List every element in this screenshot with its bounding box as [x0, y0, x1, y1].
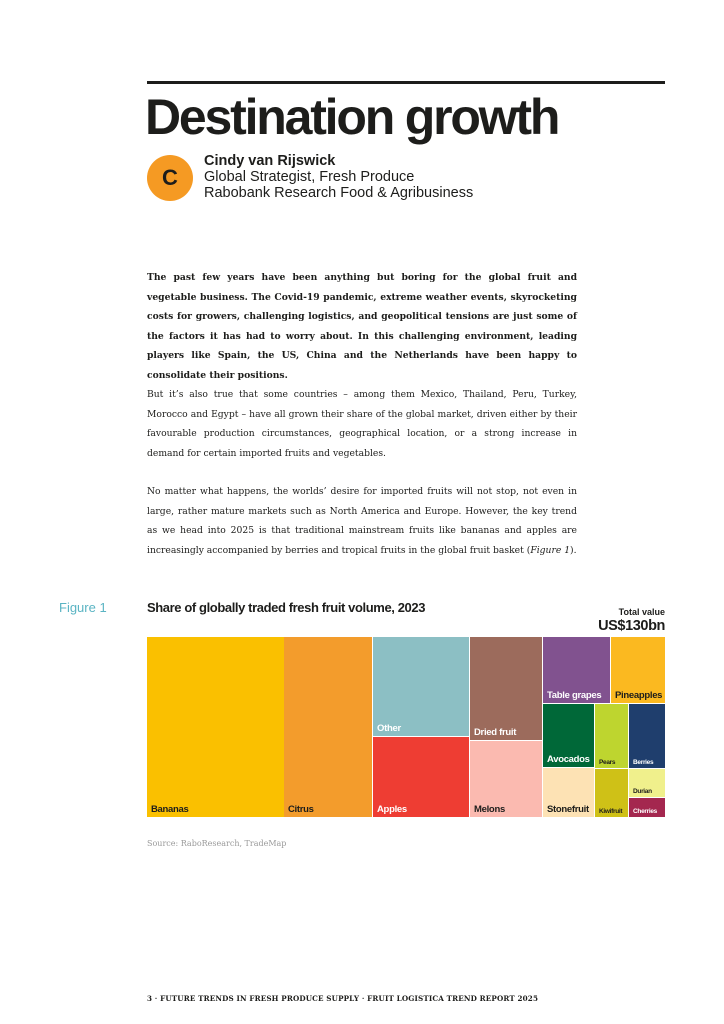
figure-reference: Figure 1 — [530, 544, 571, 556]
p3-text-end: ). — [570, 544, 577, 556]
title-rule — [147, 81, 665, 84]
figure-label: Figure 1 — [59, 600, 107, 615]
treemap-chart — [147, 637, 665, 817]
treemap-label-pears: Pears — [599, 759, 616, 766]
author-org: Rabobank Research Food & Agribusiness — [204, 185, 474, 201]
treemap-label-cherries: Cherries — [633, 808, 657, 815]
treemap-label-kiwifruit: Kiwifruit — [599, 808, 623, 815]
author-role: Global Strategist, Fresh Produce — [204, 169, 415, 185]
treemap-label-durian: Durian — [633, 788, 652, 795]
author-name: Cindy van Rijswick — [204, 153, 336, 169]
intro-paragraph: The past few years have been anything but boring for the global fruit and vegetable business. The Covid-19 pandemic, extreme weather events, skyrocketing costs for growers, challenging logistics, and geopolitical tensions are just some of the factors it has had to worry about. In this challenging environment, leading players like Spain, the US, China and the Netherlands have been happy to consolidate their positions. — [147, 272, 577, 381]
treemap-label-dried-fruit: Dried fruit — [474, 727, 517, 738]
figure-title: Share of globally traded fresh fruit volume, 2023 — [147, 600, 426, 615]
total-value-label: Total value — [618, 607, 665, 617]
page-title: Destination growth — [145, 89, 559, 145]
body-paragraph-2: But it’s also true that some countries – among them Mexico, Thailand, Peru, Turkey, Morocco and Egypt – have all grown their share of the global market, driven either by their favourable production circumstances, geographical location, or a strong increase in demand for certain imported fruits and vegetables. — [147, 389, 577, 459]
total-value: US$130bn — [598, 618, 665, 634]
treemap-label-stonefruit: Stonefruit — [547, 804, 589, 815]
treemap-label-melons: Melons — [474, 804, 505, 815]
treemap-label-avocados: Avocados — [547, 754, 590, 765]
treemap-svg — [147, 637, 665, 817]
treemap-tile-dried-fruit — [470, 637, 542, 740]
treemap-label-apples: Apples — [377, 804, 407, 815]
page-footer: 3 · FUTURE TRENDS IN FRESH PRODUCE SUPPLY · FRUIT LOGISTICA TREND REPORT 2025 — [147, 994, 539, 1003]
treemap-label-berries: Berries — [633, 759, 654, 766]
p3-text: No matter what happens, the worlds’ desire for imported fruits will not stop, not even in large, rather mature markets such as North America and Europe. However, the key trend as we head into 2025 is that traditional mainstream fruits like bananas and apples are increasingly accompanied by berries and tropical fruits in the global fruit basket ( — [147, 486, 577, 556]
source-note: Source: RaboResearch, TradeMap — [147, 839, 287, 848]
treemap-tile-bananas — [147, 637, 284, 817]
body-paragraph-3 — [147, 482, 577, 560]
author-avatar: C — [147, 155, 193, 201]
author-block — [204, 153, 473, 201]
treemap-tile-other — [373, 637, 469, 736]
treemap-label-citrus: Citrus — [288, 804, 314, 815]
treemap-tile-citrus — [284, 637, 372, 817]
treemap-label-bananas: Bananas — [151, 804, 189, 815]
treemap-label-table-grapes: Table grapes — [547, 690, 602, 701]
treemap-label-other: Other — [377, 723, 401, 734]
treemap-label-pineapples: Pineapples — [615, 690, 663, 701]
